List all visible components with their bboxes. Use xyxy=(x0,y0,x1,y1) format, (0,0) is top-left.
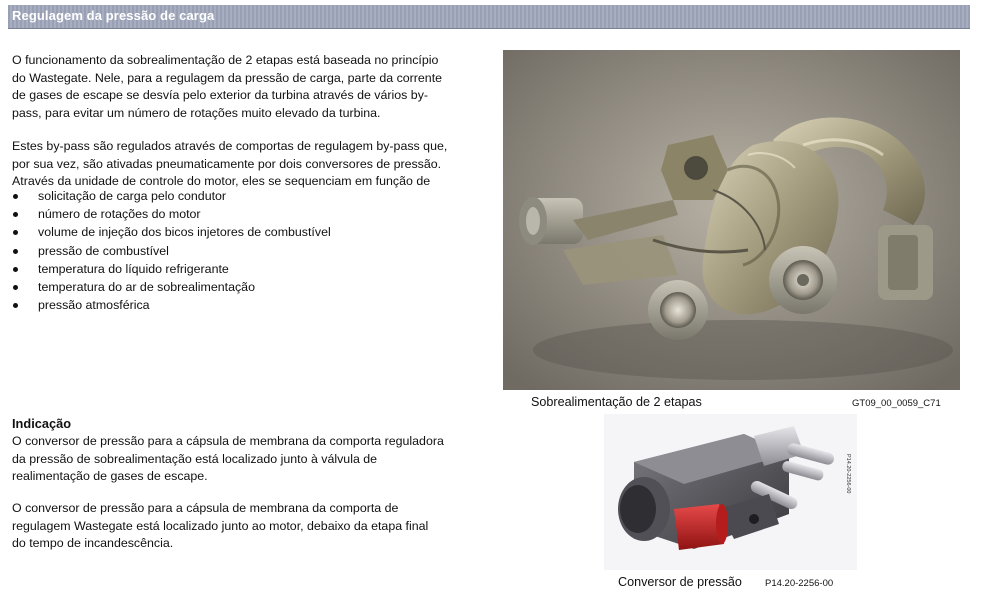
turbo-caption: Sobrealimentação de 2 etapas xyxy=(531,395,702,409)
list-item: solicitação de carga pelo condutor xyxy=(12,187,331,205)
list-item: pressão atmosférica xyxy=(12,296,331,314)
note-paragraph-2 xyxy=(12,500,492,553)
text-line: por sua vez, são ativadas pneumaticamente por dois conversores de pressão. xyxy=(12,156,442,171)
turbocharger-photo xyxy=(503,50,960,390)
text-line: de gases de escape se desvía pelo exterior da turbina através de vários by- xyxy=(12,88,429,103)
note-heading: Indicação xyxy=(12,416,72,431)
list-item: pressão de combustível xyxy=(12,242,331,260)
converter-figure-code: P14.20-2256-00 xyxy=(765,578,834,589)
text-line: do Wastegate. Nele, para a regulagem da pressão de carga, parte da corrente xyxy=(12,70,443,85)
text-line: Através da unidade de controle do motor, eles se sequenciam em função de xyxy=(12,174,431,189)
list-item: temperatura do ar de sobrealimentação xyxy=(12,278,331,296)
intro-paragraph xyxy=(12,52,492,122)
pressure-converter-image xyxy=(604,414,857,570)
list-item: volume de injeção dos bicos injetores de combustível xyxy=(12,223,331,241)
section-header-bar xyxy=(8,5,970,29)
text-line: realimentação de gases de escape. xyxy=(12,469,208,484)
text-line: O funcionamento da sobrealimentação de 2 etapas está baseada no princípio xyxy=(12,53,439,67)
turbo-figure-code: GT09_00_0059_C71 xyxy=(852,398,941,409)
text-line: do tempo de incandescência. xyxy=(12,536,174,551)
text-line: O conversor de pressão para a cápsula de membrana da comporta de xyxy=(12,501,399,515)
note-paragraph-1 xyxy=(12,433,492,486)
list-item: temperatura do líquido refrigerante xyxy=(12,260,331,278)
converter-caption: Conversor de pressão xyxy=(618,575,742,589)
converter-side-code: P14.20-2256-00 xyxy=(845,454,851,494)
text-line: pass, para evitar um número de rotações muito elevado da turbina. xyxy=(12,105,381,120)
list-item: número de rotações do motor xyxy=(12,205,331,223)
section-title: Regulagem da pressão de carga xyxy=(12,8,215,23)
text-line: da pressão de sobrealimentação está localizado junto à válvula de xyxy=(12,451,378,466)
bypass-paragraph xyxy=(12,138,492,191)
text-line: Estes by-pass são regulados através de comportas de regulagem by-pass que, xyxy=(12,139,448,153)
factor-list xyxy=(12,187,331,314)
text-line: O conversor de pressão para a cápsula de membrana da comporta reguladora xyxy=(12,434,444,448)
text-line: regulagem Wastegate está localizado junto ao motor, debaixo da etapa final xyxy=(12,518,429,533)
